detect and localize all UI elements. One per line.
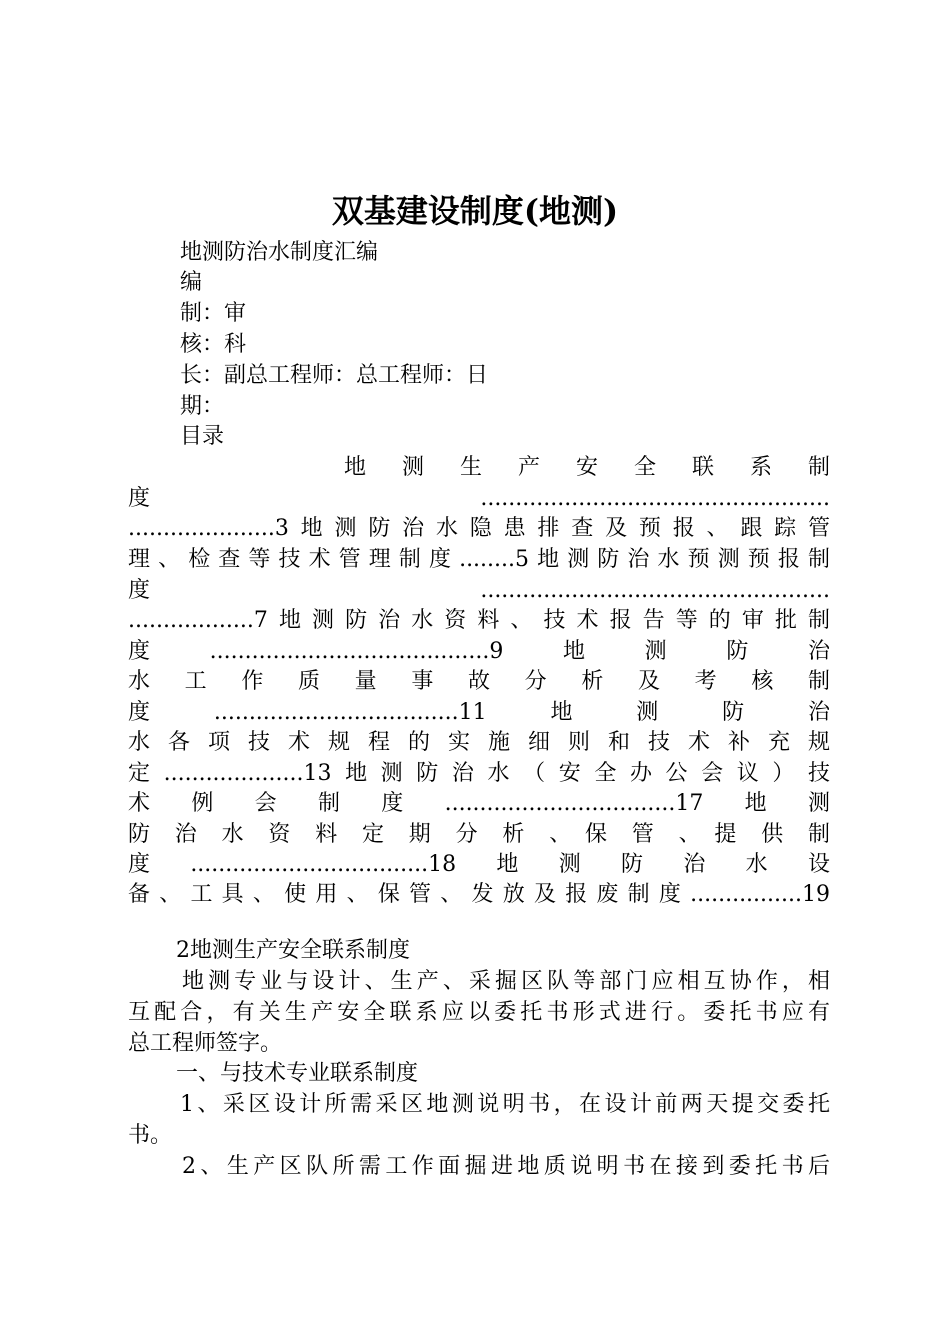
toc-line: 备、工具、使用、保管、发放及报废制度................19 <box>128 882 830 907</box>
toc-line: 水 工 作 质 量 事 故 分 析 及 考 核 制 <box>128 669 830 694</box>
toc-line: 度.................................................. <box>128 578 830 603</box>
paragraph-line: 互配合，有关生产安全联系应以委托书形式进行。委托书应有 <box>128 1000 830 1025</box>
front-line: 长：副总工程师：总工程师：日 <box>180 363 489 388</box>
toc-line: 度..................................18地测防治水设 <box>128 852 830 877</box>
toc-line: 度...................................11地测防治 <box>128 700 830 725</box>
front-line: 编 <box>180 270 203 295</box>
toc-line: 术例会制度.................................17地测 <box>128 791 830 816</box>
toc-heading: 目录 <box>180 424 225 449</box>
toc-line: 度........................................9地测防治 <box>128 639 830 664</box>
sub-heading: 一、与技术专业联系制度 <box>176 1061 419 1086</box>
list-item-line: 书。 <box>128 1123 173 1148</box>
section-heading: 2地测生产安全联系制度 <box>176 938 410 963</box>
list-item-line: 2、生产区队所需工作面掘进地质说明书在接到委托书后 <box>182 1154 830 1179</box>
front-line: 核：科 <box>180 332 247 357</box>
toc-line: 防 治 水 资 料 定 期 分 析 、 保 管 、 提 供 制 <box>128 822 830 847</box>
document-title: 双基建设制度(地测) <box>331 192 619 230</box>
toc-line: 水各项技术规程的实施细则和技术补充规 <box>128 730 830 755</box>
toc-line: 度.................................................. <box>128 486 830 511</box>
list-item-line: 1、采区设计所需采区地测说明书，在设计前两天提交委托 <box>180 1092 830 1117</box>
front-line: 地测防治水制度汇编 <box>180 240 379 265</box>
paragraph-line: 总工程师签字。 <box>128 1031 283 1056</box>
paragraph-line: 地测专业与设计、生产、采掘区队等部门应相互协作，相 <box>182 969 830 994</box>
toc-line: .....................3地测防治水隐患排查及预报、跟踪管 <box>128 516 830 541</box>
toc-line: 定....................13地测防治水（安全办公会议）技 <box>128 761 830 786</box>
toc-line: ..................7地测防治水资料、技术报告等的审批制 <box>128 608 830 633</box>
front-line: 期： <box>180 394 225 419</box>
toc-line: 地 测 生 产 安 全 联 系 制 <box>344 455 830 480</box>
toc-line: 理、检查等技术管理制度........5地测防治水预测预报制 <box>128 547 830 572</box>
front-line: 制：审 <box>180 301 247 326</box>
